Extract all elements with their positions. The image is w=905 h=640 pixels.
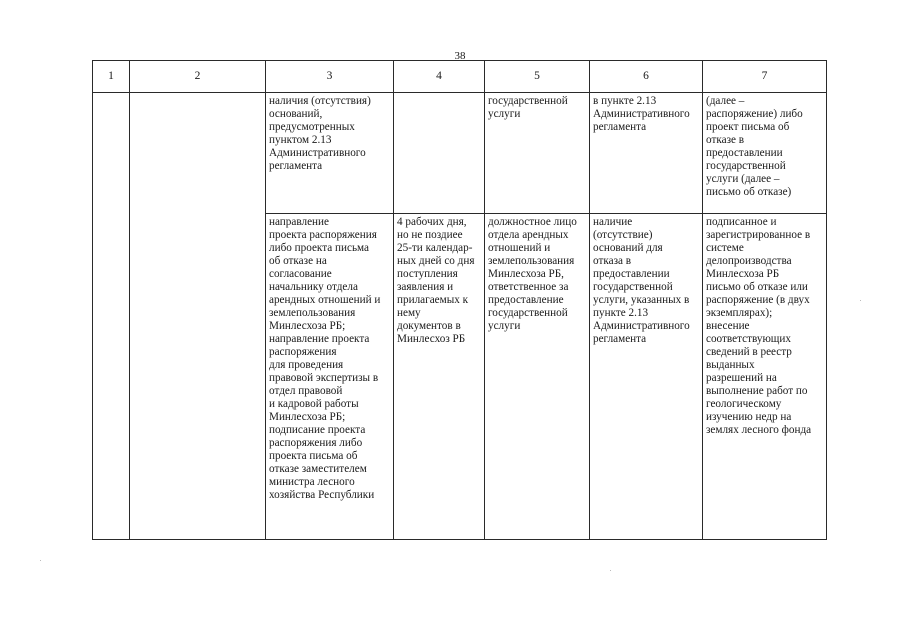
scan-speck: [860, 300, 861, 301]
header-cell-2: 2: [130, 61, 266, 93]
row-number-cell: [93, 93, 130, 540]
deadline-cell: [394, 93, 485, 214]
procedure-table: [92, 60, 827, 540]
header-row: [93, 61, 827, 93]
result-cell: подписанное и зарегистрированное в системе делопроизводства Минлесхоза РБ письмо об отказе или распоряжение (в двух экземплярах); внесение соответствующих сведений в реестр выданных разрешений на выполнение работ по геологическому изучению недр на землях лесного фонда: [703, 214, 827, 540]
procedure-name-cell: [130, 93, 266, 540]
scan-speck: [40, 560, 41, 561]
action-cell: направление проекта распоряжения либо проекта письма об отказе на согласование начальнику отдела арендных отношений и землепользования Минлесхоза РБ; направление проекта распоряжения для проведения правовой экспертизы в отдел правовой и кадровой работы Минлесхоза РБ; подписание проекта распоряжения либо проекта письма об отказе заместителем министра лесного хозяйства Республики: [266, 214, 394, 540]
action-cell: наличия (отсутствия) оснований, предусмотренных пунктом 2.13 Административного регламента: [266, 93, 394, 214]
result-cell: (далее – распоряжение) либо проект письма об отказе в предоставлении государственной услуги (далее – письмо об отказе): [703, 93, 827, 214]
responsible-cell: государственной услуги: [485, 93, 590, 214]
header-cell-1: 1: [93, 61, 130, 93]
header-cell-4: 4: [394, 61, 485, 93]
header-cell-5: 5: [485, 61, 590, 93]
table-row: [93, 93, 827, 214]
scan-speck: [610, 570, 611, 571]
header-cell-6: 6: [590, 61, 703, 93]
deadline-cell: 4 рабочих дня, но не поздиее 25-ти календар- ных дней со дня поступления заявления и прилагаемых к нему документов в Минлесхоз РБ: [394, 214, 485, 540]
page-number: 38: [454, 50, 466, 62]
responsible-cell: должностное лицо отдела арендных отношений и землепользования Минлесхоза РБ, ответственное за предоставление государственной услуги: [485, 214, 590, 540]
header-cell-7: 7: [703, 61, 827, 93]
criteria-cell: наличие (отсутствие) оснований для отказа в предоставлении государственной услуги, указанных в пункте 2.13 Административного регламента: [590, 214, 703, 540]
criteria-cell: в пункте 2.13 Административного регламента: [590, 93, 703, 214]
header-cell-3: 3: [266, 61, 394, 93]
